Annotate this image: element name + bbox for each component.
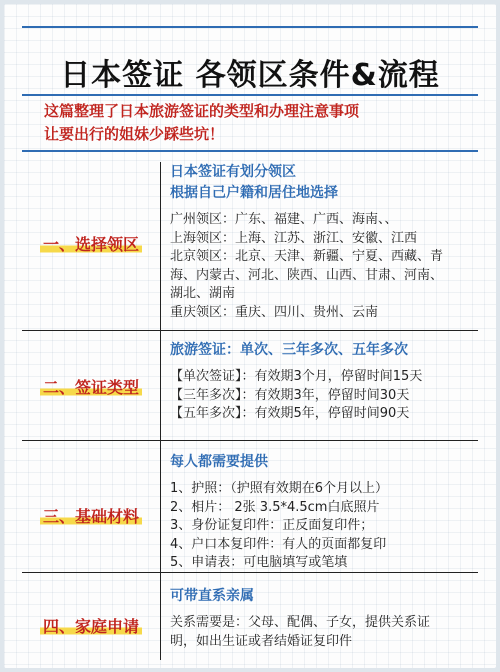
top-rule bbox=[22, 26, 478, 28]
section-label: 四、家庭申请 bbox=[22, 614, 160, 637]
subtitle-rule bbox=[22, 150, 478, 152]
info-table bbox=[22, 162, 478, 660]
list-item: 2、相片： 2张 3.5*4.5cm白底照片 bbox=[170, 499, 380, 515]
section-label: 二、签证类型 bbox=[22, 375, 160, 398]
list-item: 重庆领区：重庆、四川、贵州、云南 bbox=[170, 304, 379, 320]
section-body bbox=[170, 211, 478, 322]
list-item: 上海领区：上海、江苏、浙江、安徽、江西 bbox=[170, 230, 418, 246]
subtitle-line-1: 这篇整理了日本旅游签证的类型和办理注意事项 bbox=[44, 102, 360, 120]
section-consulate bbox=[22, 162, 478, 330]
section-body bbox=[170, 480, 478, 573]
list-item: 1、护照：（护照有效期在6个月以上） bbox=[170, 481, 389, 496]
section-label: 一、选择领区 bbox=[22, 232, 160, 255]
list-item: 关系需要是：父母、配偶、子女，提供关系证 bbox=[170, 615, 431, 630]
section-content bbox=[170, 340, 478, 424]
section-heading: 日本签证有划分领区 bbox=[170, 164, 296, 180]
section-label: 三、基础材料 bbox=[22, 504, 160, 527]
section-visa-type bbox=[22, 330, 478, 440]
list-item: 【三年多次】：有效期3年，停留时间30天 bbox=[170, 387, 410, 403]
section-body bbox=[170, 368, 478, 424]
list-item: 海、内蒙古、河北、陕西、山西、甘肃、河南、 bbox=[170, 267, 444, 283]
subtitle-line-2: 让要出行的姐妹少踩些坑！ bbox=[44, 125, 225, 143]
list-item: 北京领区：北京、天津、新疆、宁夏、西藏、青 bbox=[170, 249, 444, 264]
document-page bbox=[4, 4, 496, 668]
title-rule bbox=[22, 94, 478, 96]
section-content bbox=[170, 162, 478, 322]
section-materials bbox=[22, 440, 478, 572]
page-title: 日本签证 各领区条件&流程 bbox=[60, 58, 440, 93]
list-item: 广州领区：广东、福建、广西、海南、、 bbox=[170, 212, 398, 227]
section-content bbox=[170, 452, 478, 573]
list-item: 【五年多次】：有效期5年，停留时间90天 bbox=[170, 406, 410, 421]
section-heading: 根据自己户籍和居住地选择 bbox=[170, 185, 338, 201]
section-heading: 可带直系亲属 bbox=[170, 588, 254, 604]
list-item: 【单次签证】：有效期3个月，停留时间15天 bbox=[170, 369, 423, 384]
section-content bbox=[170, 586, 478, 651]
list-item: 明，如出生证或者结婚证复印件 bbox=[170, 633, 353, 649]
list-item: 4、户口本复印件：有人的页面都复印 bbox=[170, 536, 387, 552]
list-item: 5、申请表：可电脑填写或笔填 bbox=[170, 555, 348, 570]
list-item: 湖北、湖南 bbox=[170, 286, 236, 301]
section-family bbox=[22, 572, 478, 660]
section-heading: 每人都需要提供 bbox=[170, 454, 268, 470]
section-body bbox=[170, 614, 478, 651]
section-heading: 旅游签证：单次、三年多次、五年多次 bbox=[170, 342, 408, 358]
list-item: 3、身份证复印件：正反面复印件； bbox=[170, 518, 374, 533]
